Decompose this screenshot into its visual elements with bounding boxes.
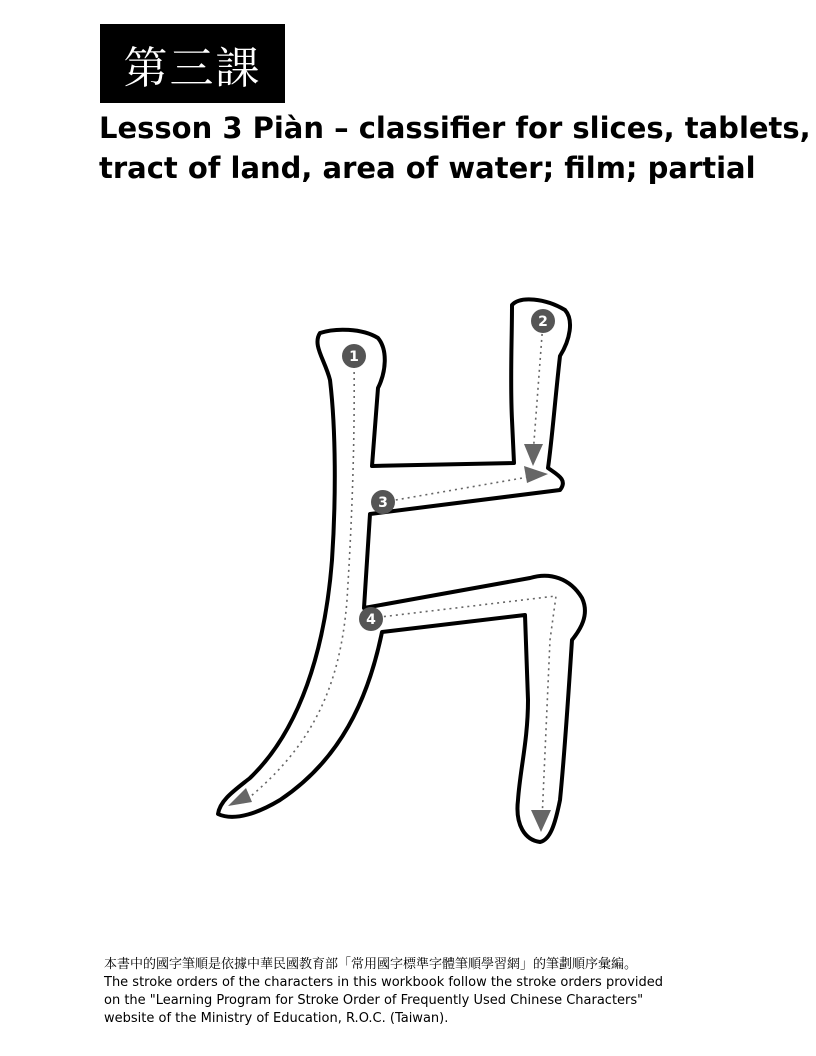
- stroke-number-3: 3: [378, 495, 388, 511]
- footer-line-1: 本書中的國字筆順是依據中華民國教育部「常用國字標準字體筆順學習網」的筆劃順序彙編。: [104, 957, 638, 972]
- stroke-badge-3: [371, 490, 395, 514]
- stroke-number-2: 2: [538, 314, 548, 330]
- stroke-number-1: 1: [349, 349, 359, 365]
- stroke-badge-2: [531, 309, 555, 333]
- lesson-tag: 第三課: [100, 24, 285, 103]
- footer-line-2: The stroke orders of the characters in this workbook follow the stroke orders provided: [104, 975, 664, 990]
- stroke-badge-4: [359, 607, 383, 631]
- title-line-1: Lesson 3 Piàn – classifier for slices, tablets,: [99, 111, 811, 145]
- title-line-2: tract of land, area of water; film; partial: [99, 151, 756, 185]
- footer-line-4: website of the Ministry of Education, R.O.C. (Taiwan).: [104, 1011, 449, 1026]
- stroke-badge-1: [342, 344, 366, 368]
- stroke-number-4: 4: [366, 612, 376, 628]
- character-outline: [218, 299, 585, 842]
- copyright-note: [104, 956, 724, 1028]
- footer-line-3: on the "Learning Program for Stroke Order of Frequently Used Chinese Characters": [104, 993, 644, 1008]
